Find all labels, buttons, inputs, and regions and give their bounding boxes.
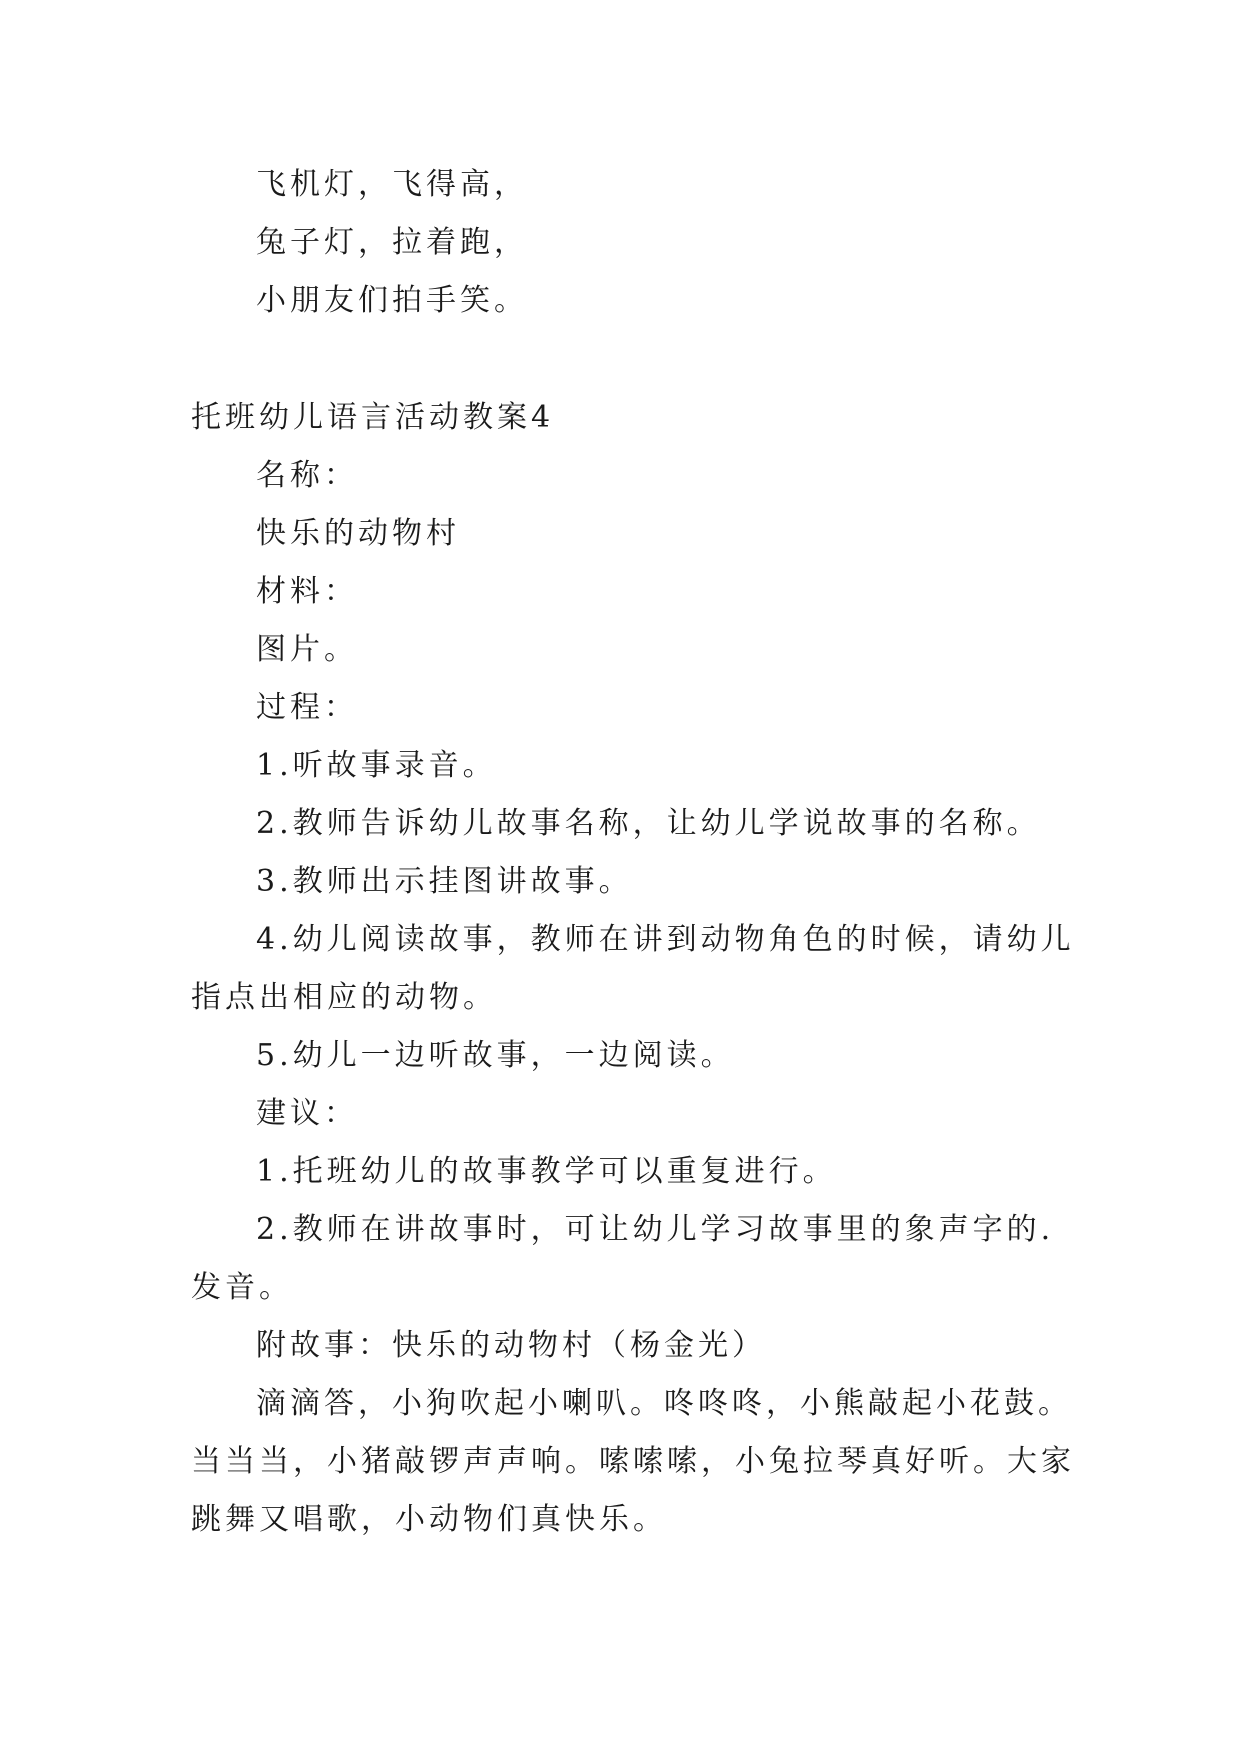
process-step: 3.教师出示挂图讲故事。: [256, 864, 633, 899]
process-step: 5.幼儿一边听故事，一边阅读。: [256, 1038, 735, 1073]
materials-value: 图片。: [256, 632, 358, 667]
process-step: 2.教师告诉幼儿故事名称，让幼儿学说故事的名称。: [256, 806, 1041, 841]
suggestion-item: 2.教师在讲故事时，可让幼儿学习故事里的象声字的.: [256, 1212, 1055, 1247]
story-line: 当当当，小猪敲锣声声响。嗦嗦嗦，小兔拉琴真好听。大家: [191, 1444, 1075, 1479]
name-label: 名称：: [256, 458, 358, 493]
poem-line: 兔子灯，拉着跑，: [256, 225, 528, 260]
story-line: 跳舞又唱歌，小动物们真快乐。: [191, 1502, 667, 1537]
story-heading: 附故事：快乐的动物村（杨金光）: [256, 1328, 766, 1363]
process-step: 4.幼儿阅读故事，教师在讲到动物角色的时候，请幼儿: [256, 922, 1075, 957]
story-line: 滴滴答，小狗吹起小喇叭。咚咚咚，小熊敲起小花鼓。: [256, 1386, 1072, 1421]
materials-label: 材料：: [256, 574, 358, 609]
process-step-continuation: 指点出相应的动物。: [191, 980, 497, 1015]
process-step: 1.听故事录音。: [256, 748, 497, 783]
poem-line: 飞机灯，飞得高，: [256, 167, 528, 202]
suggestion-item: 1.托班幼儿的故事教学可以重复进行。: [256, 1154, 837, 1189]
process-label: 过程：: [256, 690, 358, 725]
poem-line: 小朋友们拍手笑。: [256, 283, 528, 318]
suggestion-label: 建议：: [256, 1096, 358, 1131]
name-value: 快乐的动物村: [256, 516, 460, 551]
section-title: 托班幼儿语言活动教案4: [191, 400, 555, 435]
suggestion-continuation: 发音。: [191, 1270, 293, 1305]
